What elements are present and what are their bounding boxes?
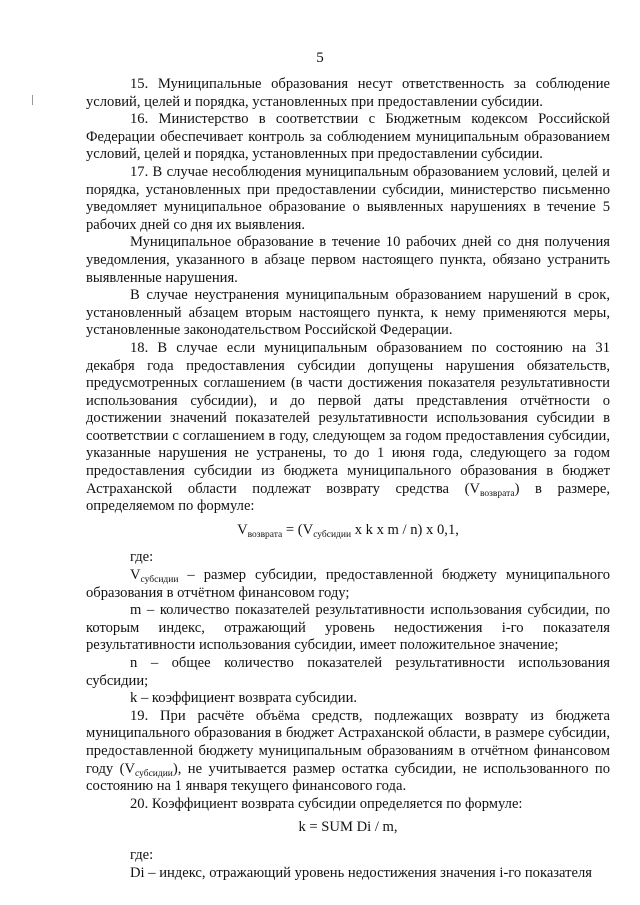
where-label: где: — [130, 549, 154, 566]
definition-m: m – количество показателей результативности использования субсидии, по которым индекс, отражающий уровень недостижения i-го показателя результативности использования субсидии, имеет положительное значение; — [86, 602, 610, 654]
paragraph-17-third: В случае неустранения муниципальным образованием нарушений в срок, установленный абзацем вторым настоящего пункта, к нему применяются меры, установленные законодательством Российской Федерации. — [86, 287, 610, 339]
formula-v-subscript: возврата — [247, 529, 283, 540]
paragraph-20: 20. Коэффициент возврата субсидии определяется по формуле: — [130, 795, 523, 812]
formula-subsidy-subscript: субсидии — [313, 529, 352, 540]
formula-tail: x k x m / n) x 0,1, — [351, 521, 459, 538]
paragraph-19-subscript: субсидии — [135, 768, 173, 779]
paragraph-15: 15. Муниципальные образования несут ответственность за соблюдение условий, целей и порядка, установленных при предоставлении субсидии. — [86, 76, 610, 110]
paragraph-19-tail: ), не учитывается размер остатка субсидии, не использованного по состоянию на 1 января текущего финансового года. — [86, 760, 610, 795]
where-label-2: где: — [130, 846, 154, 863]
paragraph-17-second: Муниципальное образование в течение 10 рабочих дней со дня получения уведомления, указанного в абзаце первом настоящего пункта, обязано устранить выявленные нарушения. — [86, 234, 610, 286]
document-body — [86, 76, 610, 882]
paragraph-19 — [86, 708, 610, 796]
formula-return-amount — [86, 522, 610, 540]
definition-n: n – общее количество показателей результативности использования субсидии; — [86, 655, 610, 689]
formula-coefficient: k = SUM Di / m, — [298, 819, 398, 836]
paragraph-18-subscript: возврата — [479, 488, 515, 499]
paragraph-16: 16. Министерство в соответствии с Бюджетным кодексом Российской Федерации обеспечивает контроль за соблюдением муниципальным образованием условий, целей и порядка, установленных при предоставлении субсидии. — [86, 111, 610, 163]
paragraph-18-tail: ) в размере, определяемом по формуле: — [86, 480, 610, 515]
definition-v-subsidy — [86, 567, 610, 602]
definition-k: k – коэффициент возврата субсидии. — [130, 690, 358, 707]
paragraph-18-text: 18. В случае если муниципальным образованием по состоянию на 31 декабря года предоставления субсидии допущены нарушения обязательств, предусмотренных соглашением (в части достижения показателя результативности использования субсидии), и до первой даты представления отчётности о достижении значений показателей результативности использования субсидии в соответствии с соглашением в году, следующем за годом предоставления субсидии, указанные нарушения не устранены, то до 1 июня года, следующего за годом предоставления субсидии из бюджета муниципального образования в бюджет Астраханской области подлежат возврату средства (V — [86, 339, 610, 497]
page-number: 5 — [316, 50, 324, 66]
definition-di: Di – индекс, отражающий уровень недостижения значения i-го показателя — [130, 864, 593, 881]
formula-v: V — [237, 521, 248, 538]
paragraph-17: 17. В случае несоблюдения муниципальным образованием условий, целей и порядка, установленных при предоставлении субсидии, министерство письменно уведомляет муниципальное образование о выявленных нарушениях в течение 5 рабочих дней со дня их выявления. — [86, 163, 610, 233]
definition-v-text: – размер субсидии, предоставленной бюджету муниципального образования в отчётном финансовом году; — [86, 567, 610, 601]
paragraph-18 — [86, 340, 610, 516]
formula-middle: = (V — [282, 521, 314, 538]
definition-v-subscript: субсидии — [140, 575, 179, 586]
paragraph-19-text: 19. При расчёте объёма средств, подлежащих возврату из бюджета муниципального образования в бюджет Астраханской области, в размере субсидии, предоставленной бюджету муниципальным образованиям в отчётном финансовом году (V — [86, 707, 610, 777]
scan-mark — [32, 95, 33, 105]
definition-v: V — [130, 567, 141, 584]
